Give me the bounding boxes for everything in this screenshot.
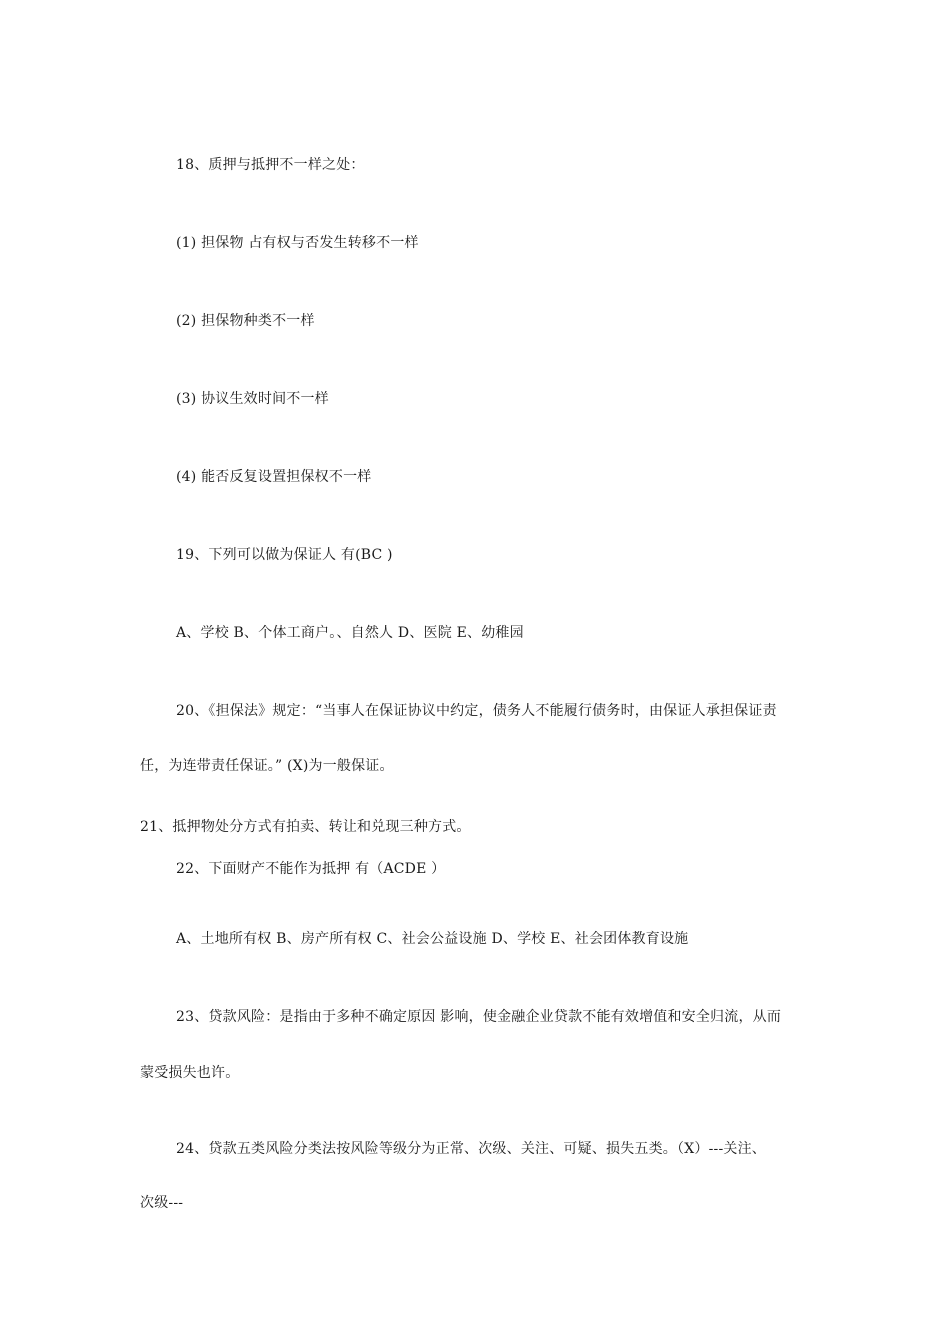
q19-title: 19、下列可以做为保证人 有(BC )	[176, 547, 393, 563]
q23-line-2: 蒙受损失也许。	[140, 1065, 240, 1081]
q19-options: A、学校 B、个体工商户。、自然人 D、医院 E、幼稚园	[176, 625, 524, 641]
q22-title: 22、下面财产不能作为抵押 有（ACDE ）	[176, 861, 446, 877]
q24-line-2: 次级---	[140, 1195, 184, 1211]
q20-line-1: 20、《担保法》规定：“当事人在保证协议中约定，债务人不能履行债务时，由保证人承担保证责	[176, 703, 777, 719]
q23-line-1: 23、贷款风险：是指由于多种不确定原因 影响，使金融企业贷款不能有效增值和安全归流，从而	[176, 1009, 782, 1025]
q18-item-2: (2) 担保物种类不一样	[176, 313, 315, 329]
q18-item-1: (1) 担保物 占有权与否发生转移不一样	[176, 235, 419, 251]
q18-title: 18、质押与抵押不一样之处：	[176, 157, 365, 173]
q21-text: 21、抵押物处分方式有拍卖、转让和兑现三种方式。	[140, 819, 471, 835]
q20-line-2: 任，为连带责任保证。” (X)为一般保证。	[140, 758, 394, 774]
q24-line-1: 24、贷款五类风险分类法按风险等级分为正常、次级、关注、可疑、损失五类。（X）---关注、	[176, 1141, 766, 1157]
q22-options: A、土地所有权 B、房产所有权 C、社会公益设施 D、学校 E、社会团体教育设施	[176, 931, 689, 947]
q18-item-3: (3) 协议生效时间不一样	[176, 391, 329, 407]
q18-item-4: (4) 能否反复设置担保权不一样	[176, 469, 372, 485]
